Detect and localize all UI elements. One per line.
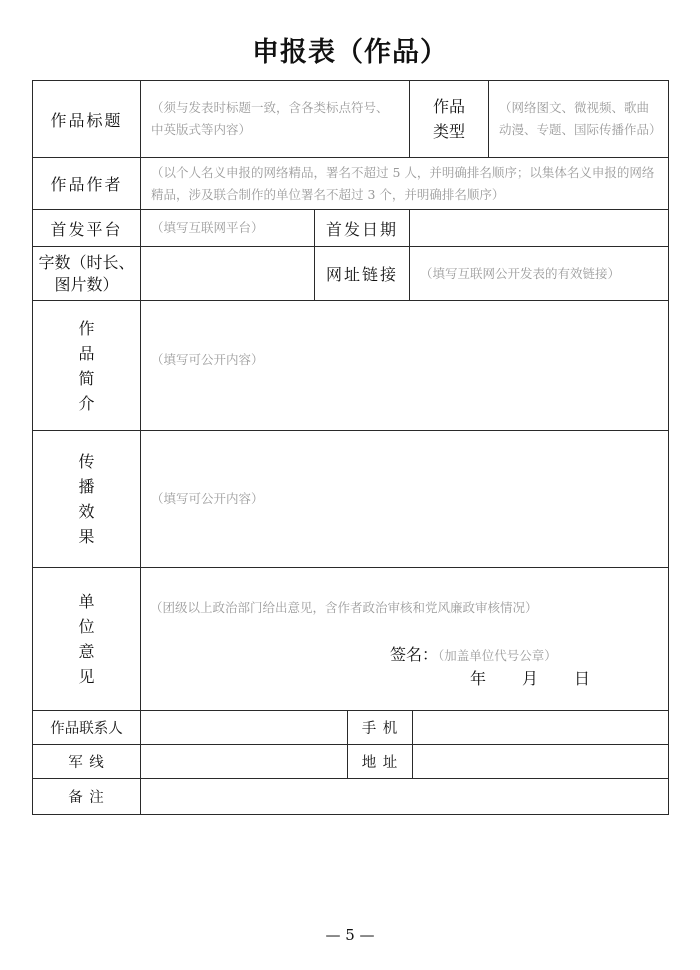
field-url[interactable] — [409, 246, 669, 301]
label-summary-char: 作 — [78, 318, 95, 338]
placeholder-effect: （填写可公开内容） — [151, 491, 264, 506]
label-opinion-char: 意 — [78, 642, 95, 661]
label-first-date — [314, 209, 410, 247]
signature-placeholder: （加盖单位代号公章） — [438, 648, 557, 663]
label-work-type-line2: 类型 — [432, 122, 465, 141]
label-work-title-text: 作品标题 — [50, 110, 123, 130]
label-military-line-text: 军 线 — [68, 755, 105, 771]
label-effect — [32, 430, 141, 568]
date-line — [470, 666, 590, 689]
label-mobile — [347, 710, 413, 745]
label-address-text: 地 址 — [361, 755, 399, 771]
label-word-count-line2: 图片数） — [54, 274, 119, 294]
label-platform-text: 首发平台 — [50, 219, 123, 239]
page-number: — 5 — — [325, 926, 375, 944]
field-contact[interactable] — [140, 710, 348, 745]
label-contact — [32, 710, 141, 745]
form-title: 申报表（作品） — [252, 37, 448, 68]
label-work-title — [32, 80, 141, 158]
label-platform — [32, 209, 141, 247]
date-day: 日 — [574, 669, 591, 688]
signature-line — [390, 642, 557, 665]
field-summary[interactable] — [140, 300, 669, 431]
label-effect-char: 传 — [78, 452, 95, 471]
label-address — [347, 744, 413, 779]
label-word-count — [32, 246, 141, 301]
label-first-date-text: 首发日期 — [325, 219, 398, 239]
field-work-title[interactable] — [140, 80, 410, 158]
label-effect-char: 效 — [78, 502, 95, 521]
placeholder-opinion: （团级以上政治部门给出意见，含作者政治审核和党风廉政审核情况） — [150, 600, 538, 615]
label-military-line — [32, 744, 141, 779]
label-author — [32, 157, 141, 210]
field-work-type[interactable] — [488, 80, 669, 158]
field-military-line[interactable] — [140, 744, 348, 779]
label-word-count-line1: 字数（时长、 — [38, 252, 135, 272]
placeholder-work-type: （网络图文、微视频、歌曲动漫、专题、国际传播作品） — [499, 100, 662, 137]
label-summary — [32, 300, 141, 431]
placeholder-work-title: （须与发表时标题一致，含各类标点符号、中英版式等内容） — [151, 100, 389, 137]
label-opinion-char: 单 — [78, 592, 95, 611]
label-remarks — [32, 778, 141, 815]
field-effect[interactable] — [140, 430, 669, 568]
placeholder-platform: （填写互联网平台） — [151, 220, 264, 235]
label-summary-char: 品 — [78, 343, 95, 363]
field-remarks[interactable] — [140, 778, 669, 815]
field-first-date[interactable] — [409, 209, 669, 247]
date-year: 年 — [470, 669, 487, 688]
label-effect-char: 播 — [78, 477, 95, 496]
label-opinion-char: 见 — [78, 667, 95, 686]
label-remarks-text: 备 注 — [68, 790, 105, 806]
signature-label: 签名： — [390, 645, 439, 664]
label-mobile-text: 手 机 — [361, 721, 399, 737]
label-contact-text: 作品联系人 — [50, 721, 123, 737]
label-effect-char: 果 — [78, 527, 95, 546]
field-mobile[interactable] — [412, 710, 669, 745]
label-url-text: 网址链接 — [325, 265, 398, 284]
label-summary-char: 介 — [78, 393, 95, 413]
placeholder-url: （填写互联网公开发表的有效链接） — [420, 265, 621, 281]
label-author-text: 作品作者 — [50, 175, 123, 194]
label-opinion-char: 位 — [78, 617, 95, 636]
label-summary-char: 简 — [78, 368, 95, 388]
field-address[interactable] — [412, 744, 669, 779]
field-author[interactable] — [140, 157, 669, 210]
field-word-count[interactable] — [140, 246, 315, 301]
label-work-type-line1: 作品 — [432, 97, 465, 116]
placeholder-summary: （填写可公开内容） — [151, 352, 264, 367]
label-url — [314, 246, 410, 301]
field-platform[interactable] — [140, 209, 315, 247]
date-month: 月 — [522, 669, 539, 688]
placeholder-author: （以个人名义申报的网络精品，署名不超过 5 人，并明确排名顺序；以集体名义申报的网络精品，涉及联合制作的单位署名不超过 3 个，并明确排名顺序） — [151, 164, 655, 202]
label-work-type — [409, 80, 489, 158]
field-opinion[interactable] — [140, 567, 669, 711]
label-opinion — [32, 567, 141, 711]
